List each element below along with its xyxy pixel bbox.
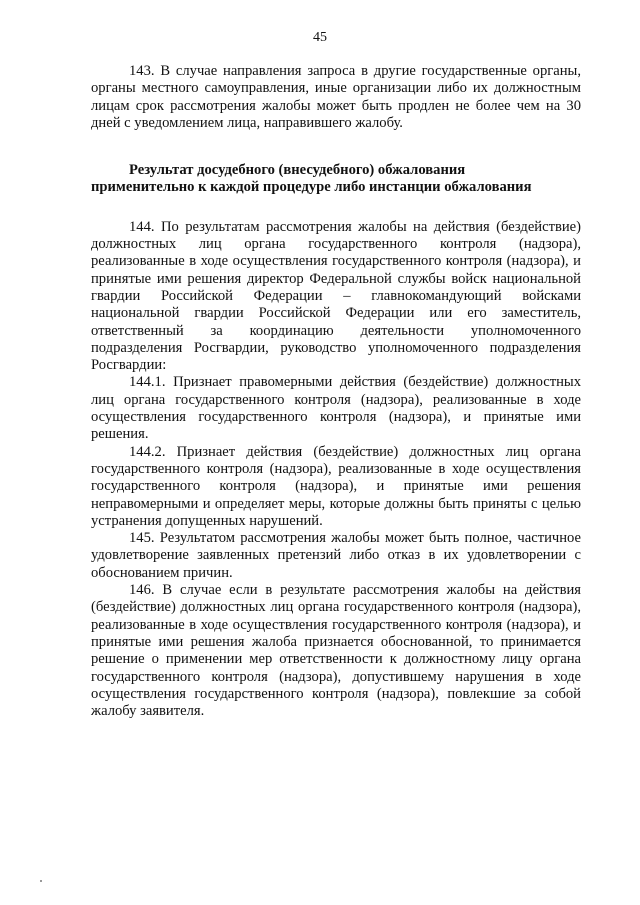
paragraph-143: 143. В случае направления запроса в другие государственные органы, органы местного самоуправления, иные организации либо их должностным лицам срок рассмотрения жалобы может быть продлен не более чем на 30 дней с уведомлением лица, направившего жалобу. [91, 63, 581, 131]
section-heading [91, 162, 581, 197]
section-heading-line-2: применительно к каждой процедуре либо инстанции обжалования [91, 179, 532, 196]
paragraph-144-1: 144.1. Признает правомерными действия (бездействие) должностных лиц органа государственного контроля (надзора), реализованные в ходе осуществления государственного контроля (надзора), и принятые ими решения. [91, 374, 581, 443]
paragraph-144: 144. По результатам рассмотрения жалобы на действия (бездействие) должностных лиц органа государственного контроля (надзора), реализованные в ходе осуществления государственного контроля (надзора), и принятые ими решения директор Федеральной службы войск национальной гвардии Российской Федерации – главнокомандующий войсками национальной гвардии Российской Федерации или его заместитель, ответственный за координацию деятельности уполномоченного подразделения Росгвардии, руководство уполномоченного подразделения Росгвардии: [91, 218, 581, 374]
paragraph-145: 145. Результатом рассмотрения жалобы может быть полное, частичное удовлетворение заявленных претензий либо отказ в их удовлетворении с обоснованием причин. [91, 530, 581, 581]
scan-speck [40, 880, 42, 882]
paragraph-144-2: 144.2. Признает действия (бездействие) должностных лиц органа государственного контроля (надзора), реализованные в ходе осуществления государственного контроля (надзора), и принятые ими решения неправомерными и определяет меры, которые должны быть приняты с целью устранения допущенных нарушений. [91, 443, 581, 529]
document-body [91, 63, 581, 720]
section-heading-line-1: Результат досудебного (внесудебного) обжалования [129, 162, 466, 179]
page-number: 45 [313, 30, 327, 45]
paragraph-146: 146. В случае если в результате рассмотрения жалобы на действия (бездействие) должностных лиц органа государственного контроля (надзора), реализованные в ходе осуществления государственного контроля (надзора), и принятые ими решения жалоба признается обоснованной, то принимается решение о применении мер ответственности к должностному лицу органа государственного контроля (надзора), допустившему нарушения в ходе осуществления государственного контроля (надзора), повлекшие за собой жалобу заявителя. [91, 582, 581, 720]
